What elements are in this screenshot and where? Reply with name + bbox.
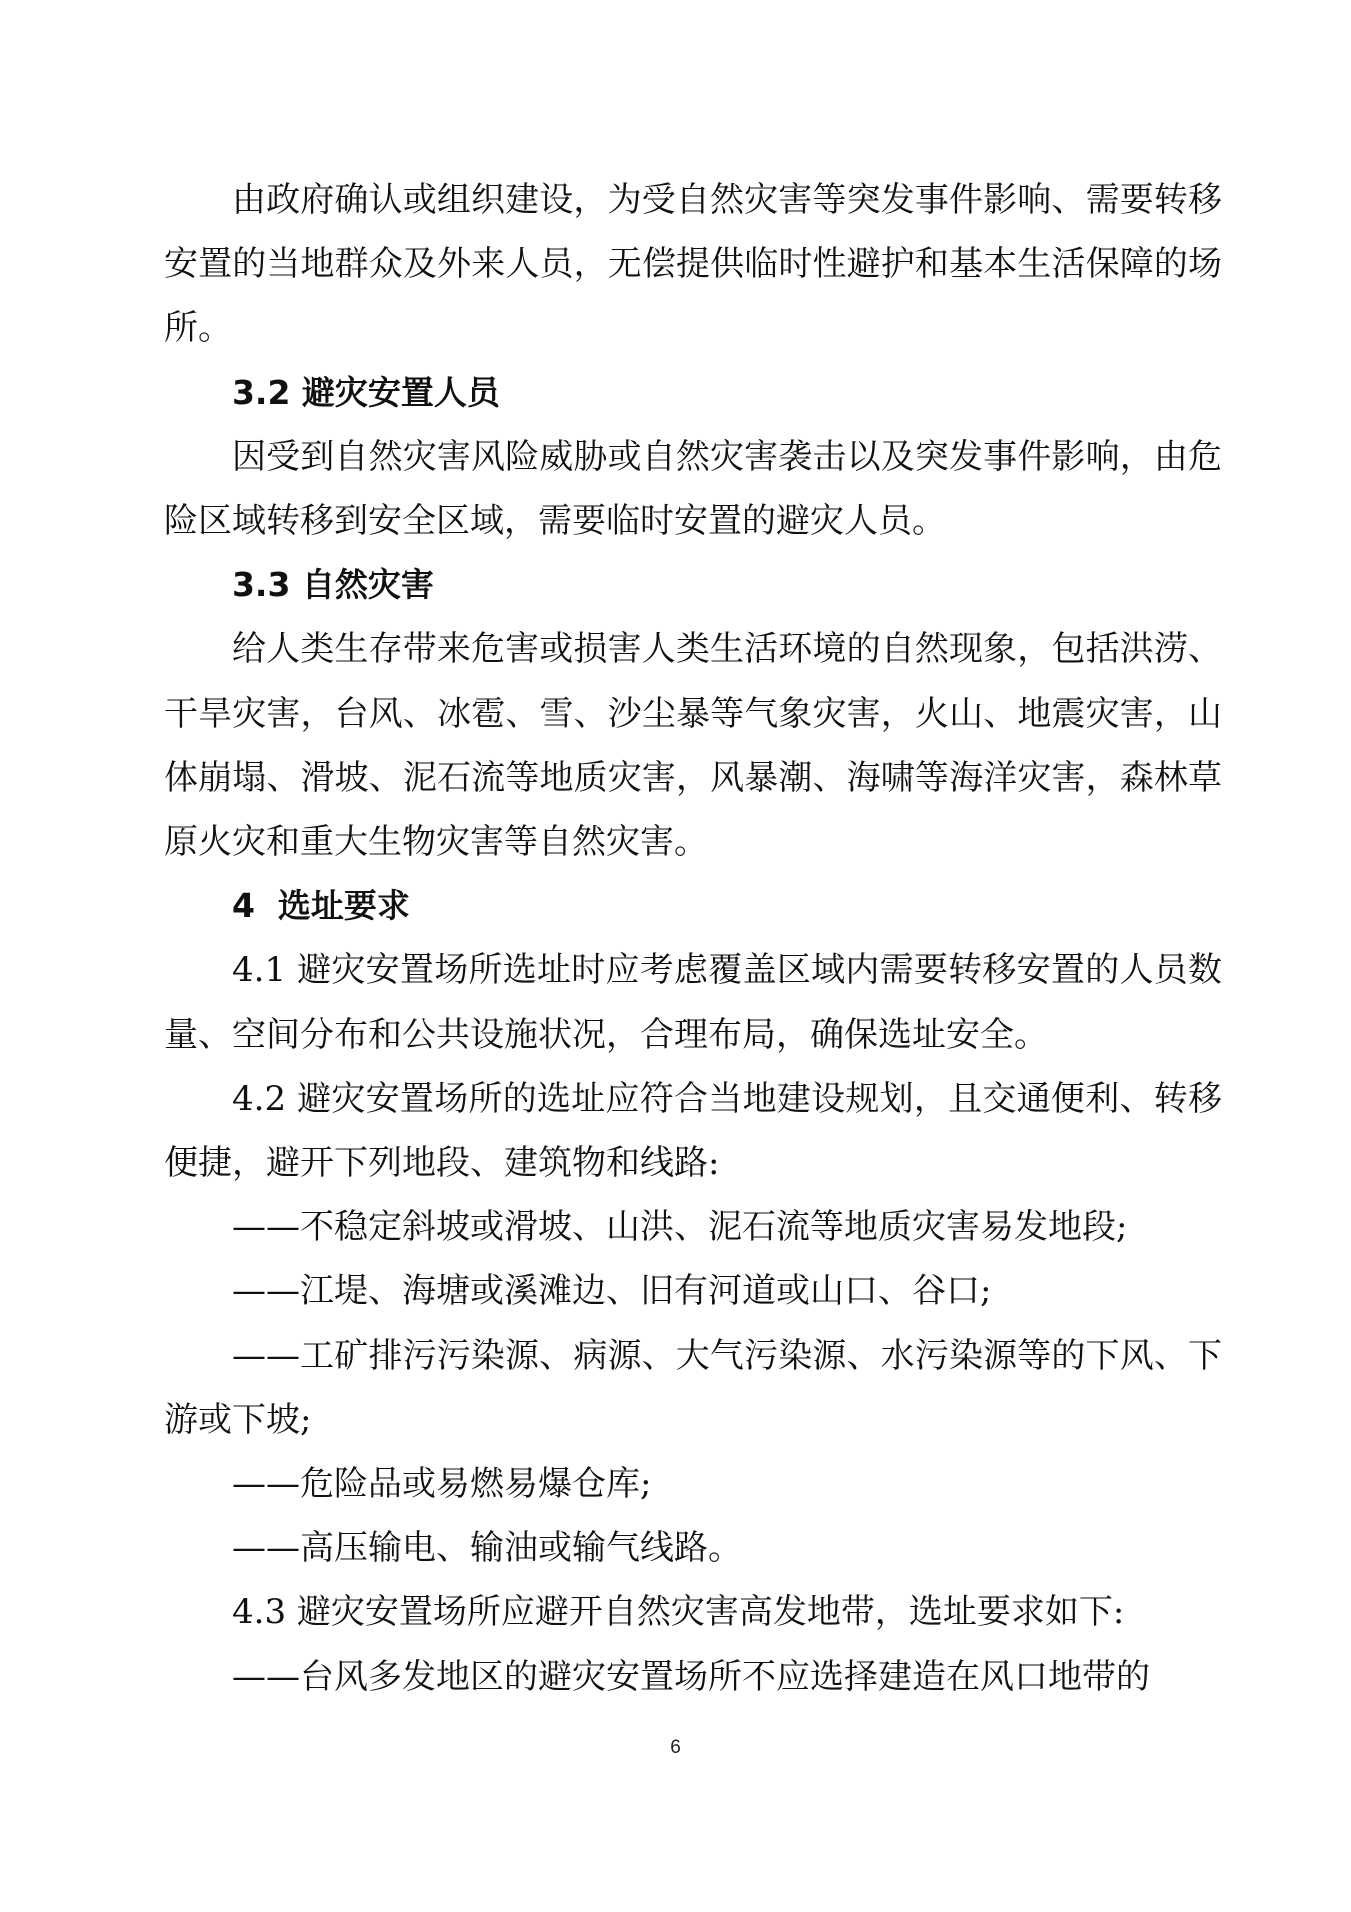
- heading-3-3: 3.3 自然灾害: [231, 565, 434, 605]
- page-number: 6: [670, 1737, 681, 1758]
- list-item-pollution-source: ——工矿排污污染源、病源、大气污染源、水污染源等的下风、下游或下坡;: [164, 1335, 1222, 1440]
- list-item-riverbank: ——江堤、海塘或溪滩边、旧有河道或山口、谷口;: [232, 1271, 992, 1312]
- paragraph-4-3: 4.3 避灾安置场所应避开自然灾害高发地带，选址要求如下:: [232, 1592, 1125, 1633]
- heading-4: 4 选址要求: [231, 886, 410, 926]
- list-item-hazardous-warehouse: ——危险品或易燃易爆仓库;: [232, 1464, 652, 1505]
- list-item-power-lines: ——高压输电、输油或输气线路。: [232, 1528, 742, 1569]
- paragraph-definition-natural-disaster: 给人类生存带来危害或损害人类生活环境的自然现象，包括洪涝、干旱灾害，台风、冰雹、雪、沙尘暴等气象灾害，火山、地震灾害，山体崩塌、滑坡、泥石流等地质灾害，风暴潮、海啸等海洋灾害，森林草原火灾和重大生物灾害等自然灾害。: [164, 629, 1222, 863]
- list-item-typhoon-area: ——台风多发地区的避灾安置场所不应选择建造在风口地带的: [232, 1656, 1150, 1697]
- paragraph-4-1: 4.1 避灾安置场所选址时应考虑覆盖区域内需要转移安置的人员数量、空间分布和公共设施状况，合理布局，确保选址安全。: [164, 950, 1222, 1055]
- heading-3-2: 3.2 避灾安置人员: [231, 372, 500, 412]
- paragraph-definition-evacuees: 因受到自然灾害风险威胁或自然灾害袭击以及突发事件影响，由危险区域转移到安全区域，需要临时安置的避灾人员。: [164, 436, 1222, 542]
- paragraph-definition-shelter: 由政府确认或组织建设，为受自然灾害等突发事件影响、需要转移安置的当地群众及外来人员，无偿提供临时性避护和基本生活保障的场所。: [164, 180, 1222, 349]
- paragraph-4-2: 4.2 避灾安置场所的选址应符合当地建设规划，且交通便利、转移便捷，避开下列地段、建筑物和线路:: [164, 1078, 1222, 1184]
- list-item-geologic-hazard: ——不稳定斜坡或滑坡、山洪、泥石流等地质灾害易发地段;: [232, 1207, 1128, 1248]
- document-body: [164, 168, 1222, 1709]
